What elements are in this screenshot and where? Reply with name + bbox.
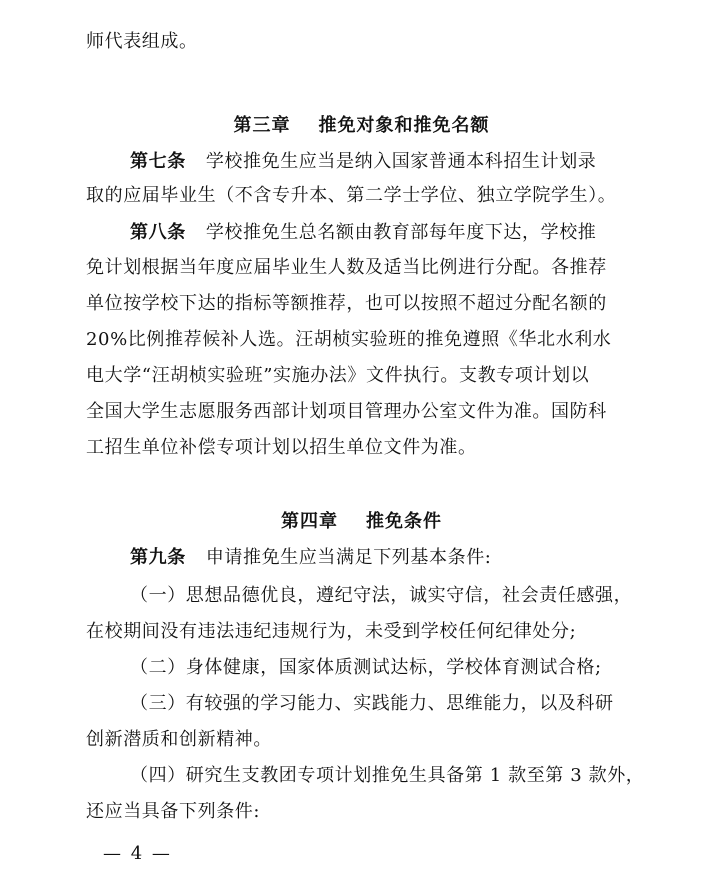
condition-2-line: （二）身体健康，国家体质测试达标，学校体育测试合格; <box>130 657 602 678</box>
article-7-text-1: 学校推免生应当是纳入国家普通本科招生计划录 <box>205 151 597 172</box>
article-8-line-6: 全国大学生志愿服务西部计划项目管理办公室文件为准。国防科 <box>86 401 607 422</box>
chapter-4-number: 第四章 <box>281 511 338 532</box>
article-8-line-5: 电大学“汪胡桢实验班”实施办法》文件执行。支教专项计划以 <box>86 365 590 386</box>
article-7-label: 第七条 <box>130 151 186 172</box>
condition-3-line-2: 创新潜质和创新精神。 <box>86 729 272 750</box>
article-8-label: 第八条 <box>130 222 186 243</box>
chapter-3-heading <box>0 114 723 138</box>
article-8-line-1 <box>130 221 646 245</box>
chapter-4-title: 推免条件 <box>366 511 442 532</box>
article-8-line-7: 工招生单位补偿专项计划以招生单位文件为准。 <box>86 437 477 458</box>
continuation-line: 师代表组成。 <box>86 31 198 52</box>
article-7-line-2: 取的应届毕业生（不含专升本、第二学士学位、独立学院学生）。 <box>86 185 617 206</box>
article-8-line-3: 单位按学校下达的指标等额推荐，也可以按照不超过分配名额的 <box>86 293 607 314</box>
chapter-3-number: 第三章 <box>233 115 291 136</box>
article-8-line-4: 20%比例推荐候补人选。汪胡桢实验班的推免遵照《华北水利水 <box>86 329 612 350</box>
condition-1-line-2: 在校期间没有违法违纪违规行为，未受到学校任何纪律处分; <box>86 621 577 642</box>
article-8-line-2: 免计划根据当年度应届毕业生人数及适当比例进行分配。各推荐 <box>86 257 607 278</box>
article-7-line-1 <box>130 150 646 174</box>
condition-4-line-1: （四）研究生支教团专项计划推免生具备第 1 款至第 3 款外， <box>130 765 645 786</box>
article-9-intro-line <box>130 546 646 570</box>
condition-4-line-2: 还应当具备下列条件: <box>86 801 261 822</box>
chapter-3-title: 推免对象和推免名额 <box>318 115 490 136</box>
article-9-intro: 申请推免生应当满足下列基本条件: <box>205 547 492 568</box>
article-8-text-1: 学校推免生总名额由教育部每年度下达，学校推 <box>205 222 597 243</box>
condition-1-line-1: （一）思想品德优良，遵纪守法，诚实守信，社会责任感强， <box>130 585 633 606</box>
page-number: — 4 — <box>103 843 172 864</box>
article-9-label: 第九条 <box>130 547 186 568</box>
chapter-4-heading <box>0 510 723 534</box>
condition-3-line-1: （三）有较强的学习能力、实践能力、思维能力，以及科研 <box>130 693 614 714</box>
